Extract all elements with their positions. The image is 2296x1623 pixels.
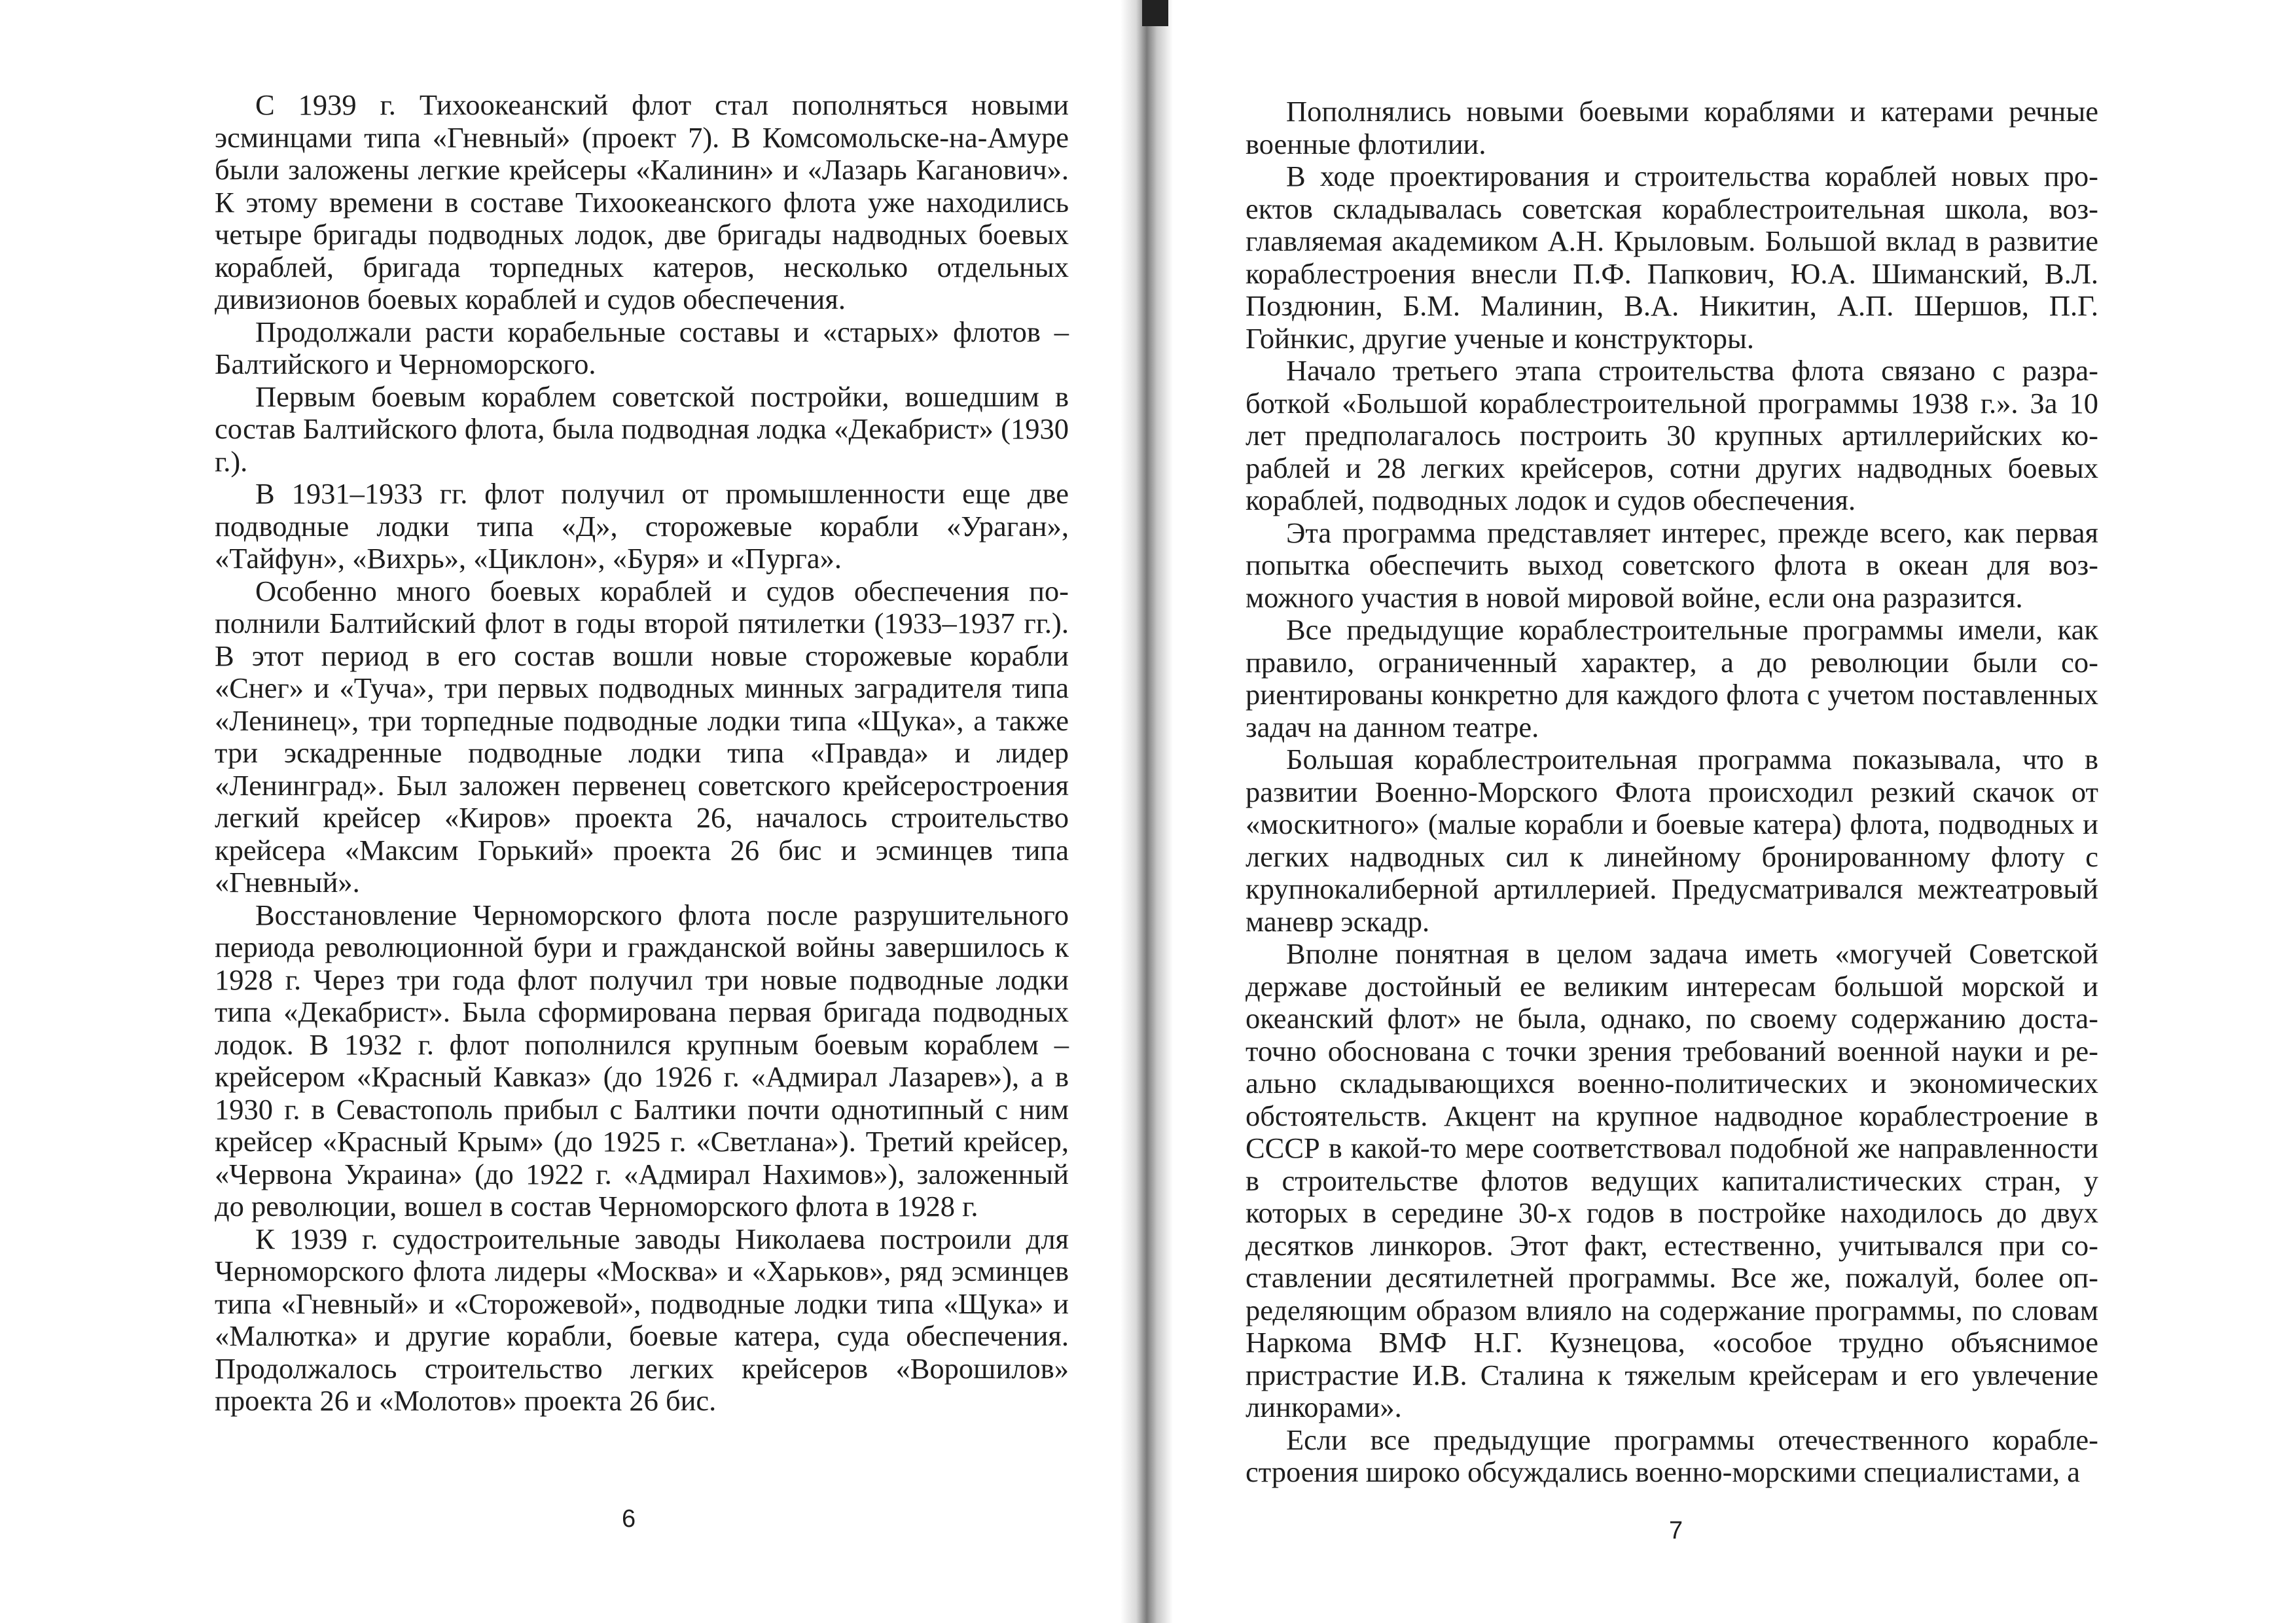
paragraph: Все предыдущие кораблестроительные программы имели, как правило, ограниченный характер, а до революции были сориентированы конкретно для каждого флота с учетом поставленных задач на данном театре.	[1246, 613, 2098, 743]
paragraph: Большая кораблестроительная программа показывала, что в развитии Военно-Морского Флота происходил резкий скачок от «москитного» (малые корабли и боевые катера) флота, подводных и легких надводных сил к линейному бронированному флоту с крупнокалиберной артиллерией. Предусматривался межтеатровый маневр эскадр.	[1246, 743, 2098, 938]
page-number: 7	[1669, 1517, 1683, 1544]
paragraph: Особенно много боевых кораблей и судов обеспечения пополнили Балтийский флот в годы второй пятилетки (1933–1937 гг.). В этот период в его состав вошли новые сторожевые корабли «Снег» и «Туча», три первых подводных минных заградителя типа «Ленинец», три торпедные подводные лодки типа «Щука», а также три эскадренные подводные лодки типа «Правда» и лидер «Ленинград». Был заложен первенец советского крейсеростроения легкий крейсер «Киров» проекта 26, началось строительство крейсера «Максим Горький» проекта 26 бис и эсминцев типа «Гневный».	[215, 574, 1069, 899]
paragraph: Восстановление Черноморского флота после разрушительного периода революционной бури и гражданской войны завершилось к 1928 г. Через три года флот получил три новые подводные лодки типа «Декабрист». Была сформирована первая бригада подводных лодок. В 1932 г. флот пополнился крупным боевым кораблем – крейсером «Красный Кавказ» (до 1926 г. «Адмирал Лазарев»), а в 1930 г. в Севастополь прибыл с Балтики почти однотипный с ним крейсер «Красный Крым» (до 1925 г. «Светлана»). Третий крейсер, «Червона Украина» (до 1922 г. «Адмирал Нахимов»), заложенный до революции, вошел в состав Черноморского флота в 1928 г.	[215, 898, 1069, 1222]
paragraph: Пополнялись новыми боевыми кораблями и катерами речные военные флотилии.	[1246, 95, 2098, 160]
scan-edge-shadow	[1142, 0, 1168, 26]
paragraph: Вполне понятная в целом задача иметь «могучей Советской державе достойный ее великим интересам большой морской и океанский флот» не была, однако, по своему содержанию достаточно обоснована с точки зрения требований военной науки и реально складывающихся военно-политических и экономических обстоятельств. Акцент на крупное надводное кораблестроение в СССР в какой-то мере соответствовал подобной же направленности в строительстве флотов ведущих капиталистических стран, у которых в середине 30-х годов в постройке находилось до двух десятков линкоров. Этот факт, естественно, учитывался при составлении десятилетней программы. Все же, пожалуй, более определяющим образом влияло на содержание программы, по словам Наркома ВМФ Н.Г. Кузнецова, «особое трудно объяснимое пристрастие И.В. Сталина к тяжелым крейсерам и его увлечение линкорами».	[1246, 937, 2098, 1423]
paragraph: Продолжали расти корабельные составы и «старых» флотов – Балтийского и Черноморского.	[215, 315, 1069, 380]
paragraph: С 1939 г. Тихоокеанский флот стал пополняться новыми эсминцами типа «Гневный» (проект 7). В Комсомольске-на-Амуре были заложены легкие крейсеры «Калинин» и «Лазарь Каганович». К этому времени в составе Тихоокеанского флота уже находились четыре бригады подводных лодок, две бригады надводных боевых кораблей, бригада торпедных катеров, несколько отдельных дивизионов боевых кораблей и судов обеспечения.	[215, 88, 1069, 315]
right-page-body	[1246, 96, 2098, 1489]
left-page-body	[215, 89, 1069, 1418]
paragraph: К 1939 г. судостроительные заводы Николаева построили для Черноморского флота лидеры «Москва» и «Харьков», ряд эсминцев типа «Гневный» и «Сторожевой», подводные лодки типа «Щука» и «Малютка» и другие корабли, боевые катера, суда обеспечения. Продолжалось строительство легких крейсеров «Ворошилов» проекта 26 и «Молотов» проекта 26 бис.	[215, 1222, 1069, 1417]
page-number: 6	[622, 1505, 636, 1533]
book-gutter	[1121, 0, 1173, 1623]
paragraph: Начало третьего этапа строительства флота связано с разработкой «Большой кораблестроительной программы 1938 г.». За 10 лет предполагалось построить 30 крупных артиллерийских кораблей и 28 легких крейсеров, сотни других надводных боевых кораблей, подводных лодок и судов обеспечения.	[1246, 354, 2098, 516]
right-page	[1172, 0, 2296, 1623]
paragraph: В 1931–1933 гг. флот получил от промышленности еще две подводные лодки типа «Д», сторожевые корабли «Ураган», «Тайфун», «Вихрь», «Циклон», «Буря» и «Пурга».	[215, 477, 1069, 575]
paragraph: Эта программа представляет интерес, прежде всего, как первая попытка обеспечить выход советского флота в океан для возможного участия в новой мировой войне, если она разразится.	[1246, 516, 2098, 614]
paragraph: Если все предыдущие программы отечественного кораблестроения широко обсуждались военно-морскими специалистами, а	[1246, 1423, 2098, 1488]
paragraph: В ходе проектирования и строительства кораблей новых проектов складывалась советская кораблестроительная школа, возглавляемая академиком А.Н. Крыловым. Большой вклад в развитие кораблестроения внесли П.Ф. Папкович, Ю.А. Шиманский, В.Л. Поздюнин, Б.М. Малинин, В.А. Никитин, А.П. Шершов, П.Г. Гойнкис, другие ученые и конструкторы.	[1246, 160, 2098, 355]
paragraph: Первым боевым кораблем советской постройки, вошедшим в состав Балтийского флота, была подводная лодка «Декабрист» (1930 г.).	[215, 380, 1069, 478]
